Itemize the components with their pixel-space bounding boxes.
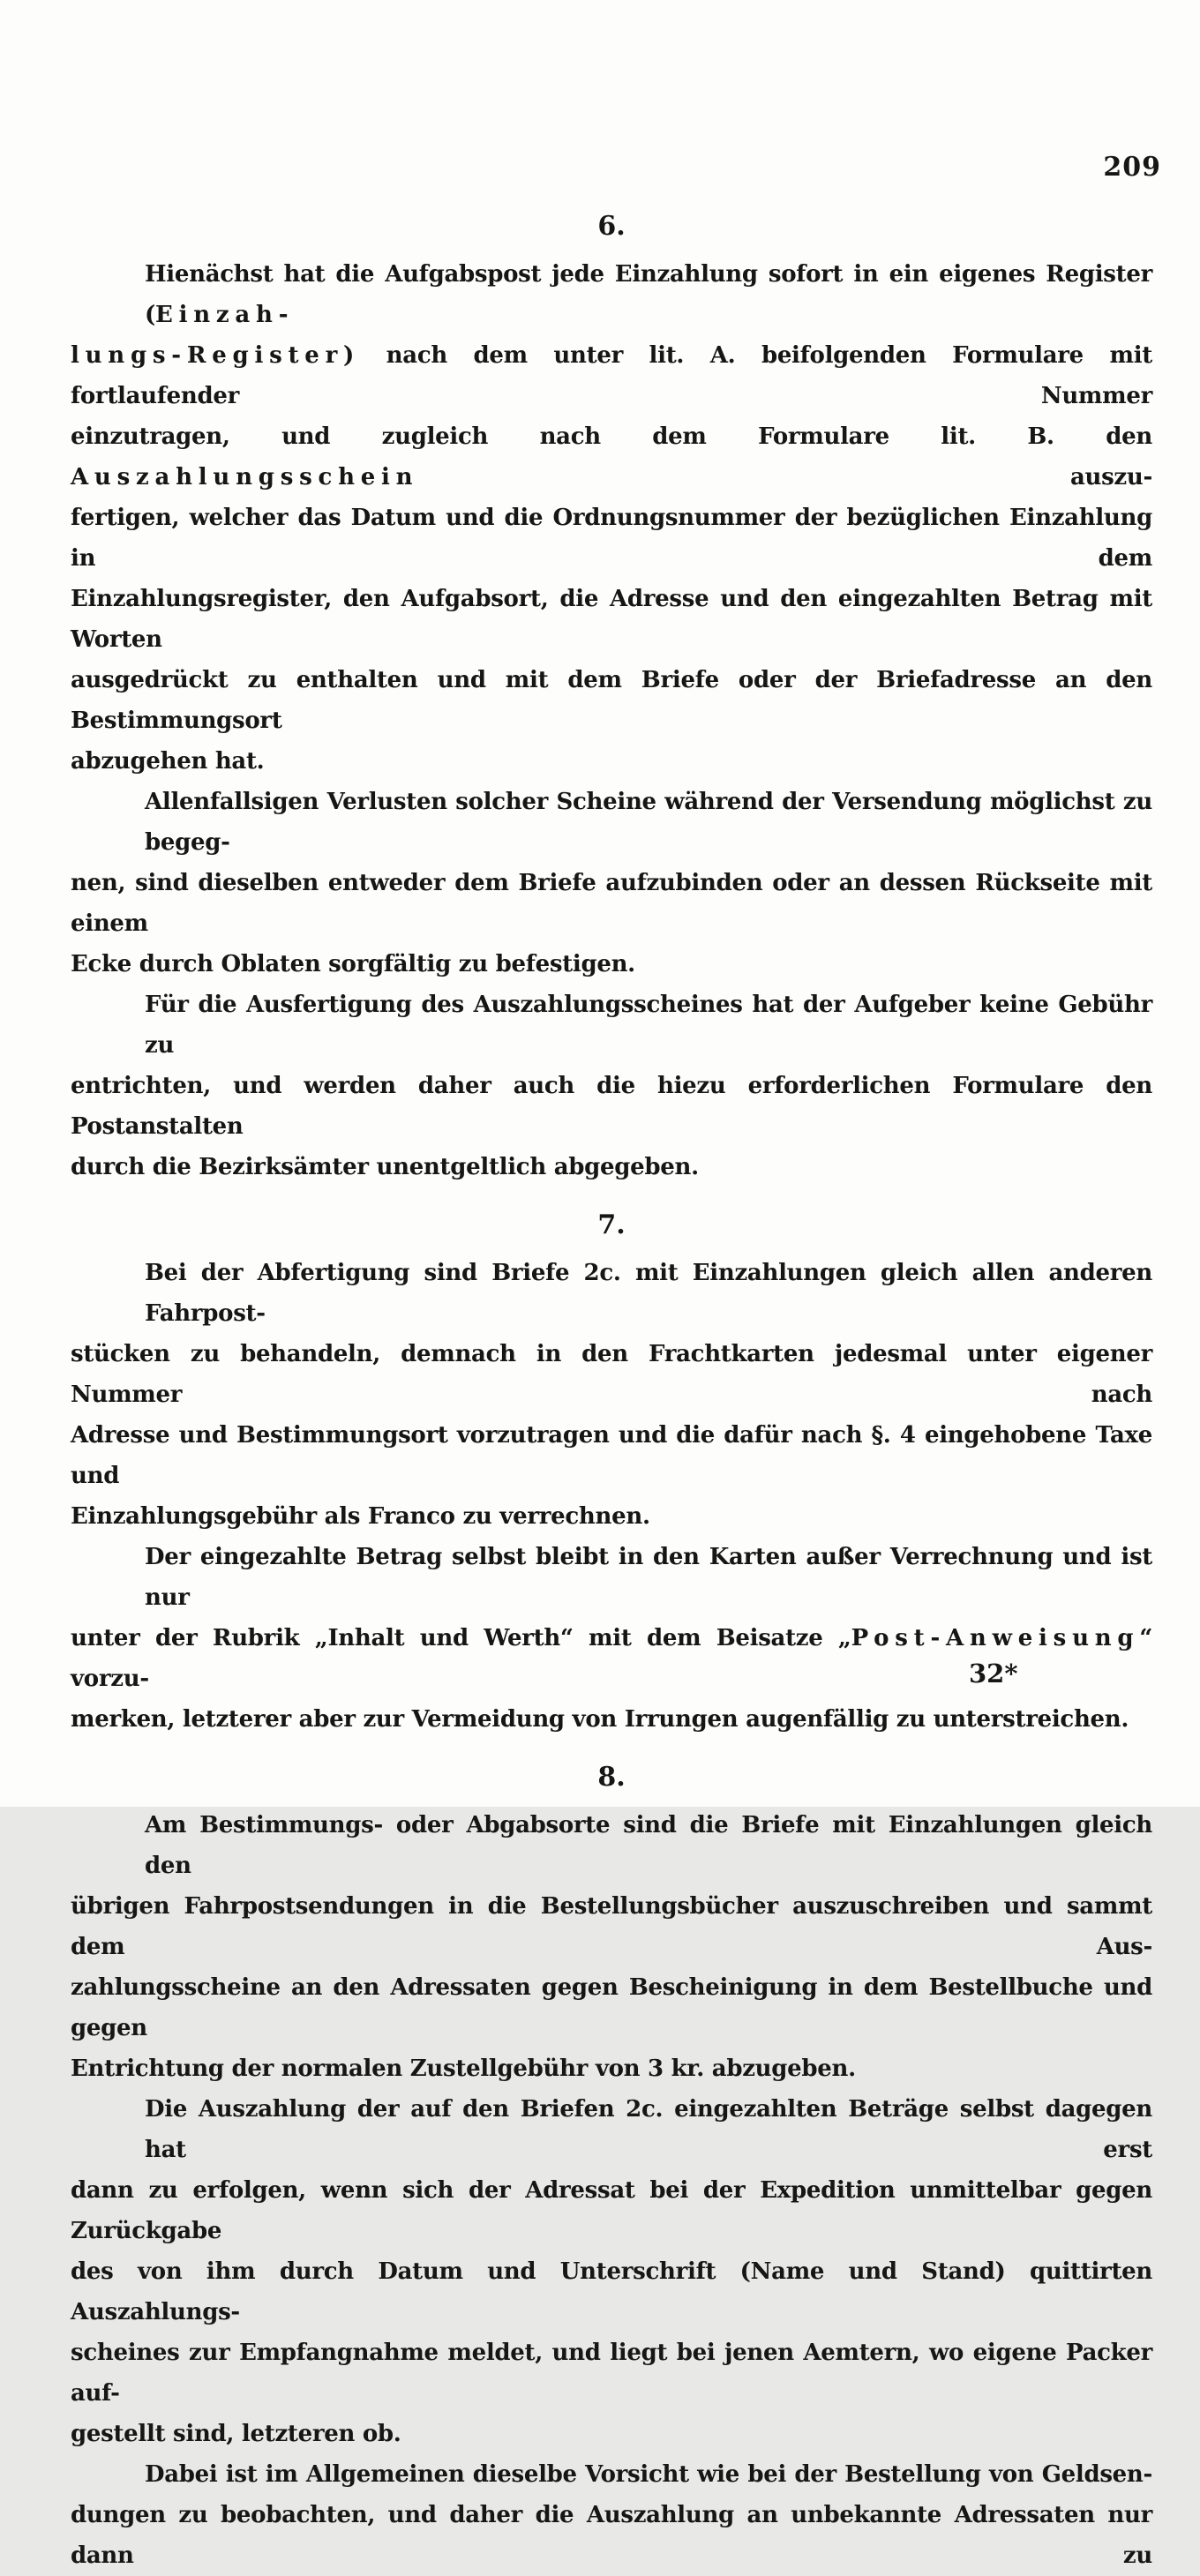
text-line: Einzahlungsgebühr als Franco zu verrechnen. <box>71 1503 650 1530</box>
text-line: Für die Ausfertigung des Auszahlungsscheines hat der Aufgeber keine Gebühr zu <box>145 992 1152 1059</box>
text-line <box>71 254 1152 335</box>
text-line: dungen zu beobachten, und daher die Auszahlung an unbekannte Adressaten nur dann zu <box>71 2502 1152 2569</box>
page-number: 209 <box>1103 152 1161 183</box>
text-line: zahlungsscheine an den Adressaten gegen Bescheinigung in dem Bestellbuche und gegen <box>71 1974 1152 2041</box>
text-line: Bei der Abfertigung sind Briefe 2c. mit Einzahlungen gleich allen anderen Fahrpost- <box>145 1260 1152 1327</box>
text-line: stücken zu behandeln, demnach in den Frachtkarten jedesmal unter eigener Nummer nach <box>71 1341 1152 1408</box>
text-line: entrichten, und werden daher auch die hiezu erforderlichen Formulare den Postanstalten <box>71 1073 1152 1140</box>
text-block <box>71 0 1152 2576</box>
section-7-heading: 7. <box>597 1209 626 1240</box>
text-line: übrigen Fahrpostsendungen in die Bestellungsbücher auszuschreiben und sammt dem Aus- <box>71 1893 1152 1960</box>
text-segment-spaced: Einzah- <box>155 302 295 328</box>
text-line: merken, letzterer aber zur Vermeidung von Irrungen augenfällig zu unterstreichen. <box>71 1706 1129 1733</box>
paragraph <box>71 1805 1152 2089</box>
text-line: dann zu erfolgen, wenn sich der Adressat bei der Expedition unmittelbar gegen Zurückgabe <box>71 2177 1152 2244</box>
text-line: Ecke durch Oblaten sorgfältig zu befestigen. <box>71 951 635 977</box>
text-segment: “ vorzu- <box>71 1625 1152 1692</box>
text-line: Allenfallsigen Verlusten solcher Scheine während der Versendung möglichst zu begeg- <box>145 789 1152 856</box>
paragraph <box>71 782 1152 985</box>
section-6-heading: 6. <box>597 211 626 242</box>
text-line: ausgedrückt zu enthalten und mit dem Briefe oder der Briefadresse an den Bestimmungsort <box>71 667 1152 734</box>
text-segment: Hienächst hat die Aufgabspost jede Einzahlung sofort in ein eigenes Register ( <box>145 261 1152 328</box>
text-line: durch die Bezirksämter unentgeltlich abgegeben. <box>71 1154 699 1180</box>
text-line: scheines zur Empfangnahme meldet, und liegt bei jenen Aemtern, wo eigene Packer auf- <box>71 2340 1152 2407</box>
paragraph <box>71 2454 1152 2576</box>
text-segment-spaced: Post-Anweisung <box>851 1625 1140 1651</box>
text-line: Der eingezahlte Betrag selbst bleibt in den Karten außer Verrechnung und ist nur <box>145 1544 1152 1611</box>
text-line: Einzahlungsregister, den Aufgabsort, die Adresse und den eingezahlten Betrag mit Worten <box>71 586 1152 653</box>
text-line: Adresse und Bestimmungsort vorzutragen und die dafür nach §. 4 eingehobene Taxe und <box>71 1422 1152 1489</box>
paragraph <box>71 254 1152 782</box>
text-line: Entrichtung der normalen Zustellgebühr von 3 kr. abzugeben. <box>71 2056 856 2082</box>
text-line: des von ihm durch Datum und Unterschrift (Name und Stand) quittirten Auszahlungs- <box>71 2258 1152 2325</box>
text-segment: nach dem unter lit. A. beifolgenden Formulare mit fortlaufender Nummer <box>71 342 1152 409</box>
text-line: gestellt sind, letzteren ob. <box>71 2421 401 2447</box>
text-line: nen, sind dieselben entweder dem Briefe aufzubinden oder an dessen Rückseite mit einem <box>71 870 1152 937</box>
section-8-heading: 8. <box>597 1762 626 1793</box>
paragraph <box>71 1537 1152 1740</box>
text-line <box>71 335 1152 416</box>
text-segment: unter der Rubrik „Inhalt und Werth“ mit dem Beisatze „ <box>71 1625 851 1651</box>
text-segment-spaced: lungs-Register) <box>71 342 361 369</box>
text-segment: auszu- <box>418 464 1152 490</box>
paragraph <box>71 1253 1152 1537</box>
printer-signature: 32* <box>969 1659 1018 1689</box>
paragraph <box>71 985 1152 1187</box>
text-line: Dabei ist im Allgemeinen dieselbe Vorsicht wie bei der Bestellung von Geldsen- <box>145 2461 1152 2488</box>
text-line <box>71 416 1152 498</box>
text-segment: einzutragen, und zugleich nach dem Formulare lit. B. den <box>71 423 1152 450</box>
text-line: Am Bestimmungs- oder Abgabsorte sind die Briefe mit Einzahlungen gleich den <box>145 1812 1152 1879</box>
paragraph <box>71 2089 1152 2454</box>
text-line: abzugehen hat. <box>71 748 265 775</box>
text-line: fertigen, welcher das Datum und die Ordnungsnummer der bezüglichen Einzahlung in dem <box>71 505 1152 572</box>
text-segment-spaced: Auszahlungsschein <box>71 464 419 490</box>
text-line: Die Auszahlung der auf den Briefen 2c. eingezahlten Beträge selbst dagegen hat erst <box>145 2096 1152 2163</box>
